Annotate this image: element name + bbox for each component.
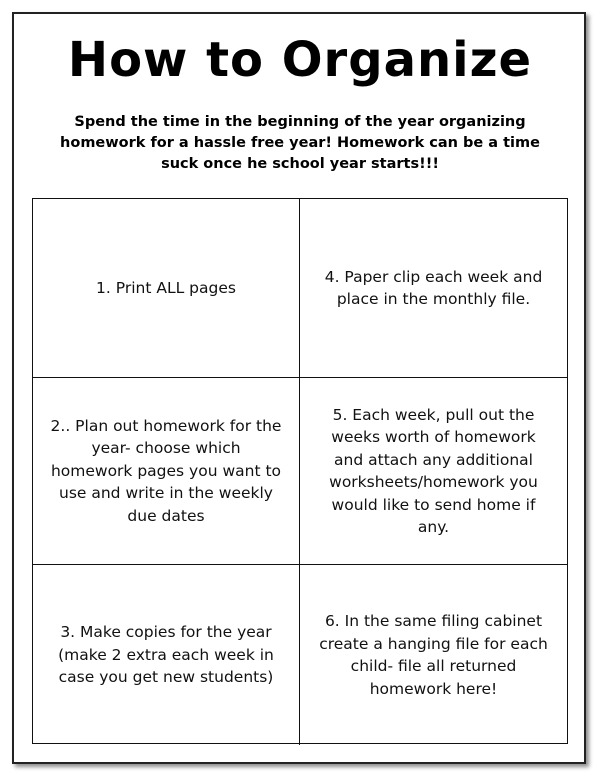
step-1-text: 1. Print ALL pages (96, 278, 236, 297)
step-2-cell (33, 378, 300, 565)
page-title: How to Organize (67, 32, 533, 88)
step-6-text: 6. In the same filing cabinet create a hanging file for each child- file all returned homework here! (319, 612, 548, 698)
step-2-text: 2.. Plan out homework for the year- choose which homework pages you want to use and write in the weekly due dates (50, 416, 282, 525)
step-4-text: 4. Paper clip each week and place in the monthly file. (324, 267, 543, 308)
step-4-cell (300, 199, 567, 378)
step-6-cell (300, 565, 567, 745)
step-3-cell (33, 565, 300, 745)
step-5-text: 5. Each week, pull out the weeks worth of homework and attach any additional worksheets/homework you would like to send home if any. (329, 405, 538, 536)
steps-grid (32, 198, 568, 744)
step-5-cell (300, 378, 567, 565)
step-3-text: 3. Make copies for the year (make 2 extra each week in case you get new students) (58, 623, 274, 687)
step-1-cell (33, 199, 300, 378)
intro-paragraph: Spend the time in the beginning of the year organizing homework for a hassle free year! Homework can be a time suck once he school year starts!!! (60, 114, 540, 172)
